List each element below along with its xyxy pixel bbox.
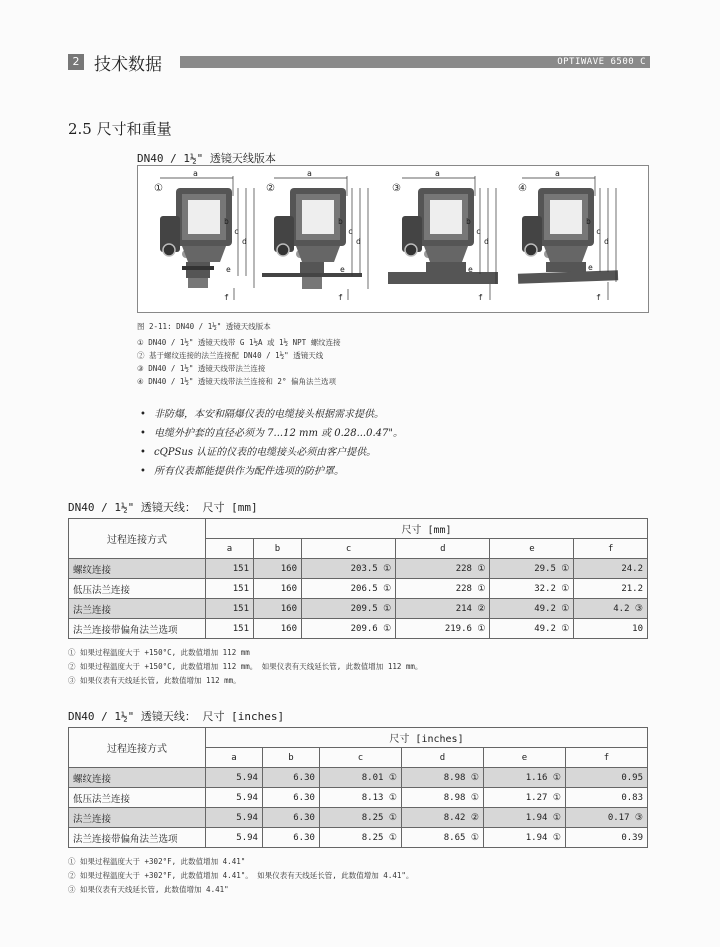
dim-label-f-4: f [596,293,601,302]
table-inches [68,727,648,848]
list-item: • 所有仪表都能提供作为配件选项的防护罩。 [140,466,344,477]
col-e: e [490,539,574,559]
col-d: d [401,748,483,768]
table-row: 低压法兰连接 5.94 6.30 8.13 ① 8.98 ① 1.27 ① 0.83 [69,788,648,808]
dim-label-c-4: c [596,227,601,236]
dim-label-b-2: b [338,217,343,226]
dim-label-f-3: f [478,293,483,302]
dim-label-c-2: c [348,227,353,236]
col-b: b [262,748,319,768]
marker-3: ③ [392,183,401,194]
dim-label-a-3: a [435,169,440,178]
footnote-in-2: ② 如果过程温度大于 +302°F, 此数值增加 4.41"。 如果仪表有天线延长管, 此数值增加 4.41"。 [68,871,414,880]
figure-item-2: ② 基于螺纹连接的法兰连接配 DN40 / 1½" 透镜天线 [137,351,324,360]
col-process: 过程连接方式 [69,728,206,768]
dim-label-e-1: e [226,265,231,274]
chapter-bar [180,56,650,68]
dim-label-a-2: a [307,169,312,178]
col-b: b [254,539,302,559]
footnote-in-3: ③ 如果仪表有天线延长管, 此数值增加 4.41" [68,885,229,894]
dimension-figure [137,165,649,313]
col-f: f [565,748,647,768]
section-title: 2.5 尺寸和重量 [68,120,172,138]
footnote-mm-1: ① 如果过程温度大于 +150°C, 此数值增加 112 mm [68,648,250,657]
table-row: 法兰连接带偏角法兰选项 151 160 209.6 ① 219.6 ① 49.2 ① 10 [69,619,648,639]
bullet-list [140,405,403,481]
dim-label-a-4: a [555,169,560,178]
dim-label-b-3: b [466,217,471,226]
col-c: c [319,748,401,768]
chapter-number: 2 [68,54,84,70]
marker-1: ① [154,183,163,194]
dim-label-b-4: b [586,217,591,226]
table-row: 法兰连接带偏角法兰选项 5.94 6.30 8.25 ① 8.65 ① 1.94 ① 0.39 [69,828,648,848]
footnote-in-1: ① 如果过程温度大于 +302°F, 此数值增加 4.41" [68,857,246,866]
dim-label-d-4: d [604,237,609,246]
marker-4: ④ [518,183,527,194]
list-item: • cQPSus 认证的仪表的电缆接头必须由客户提供。 [140,447,377,458]
figure-item-3: ③ DN40 / 1½" 透镜天线带法兰连接 [137,364,266,373]
figure-item-4: ④ DN40 / 1½" 透镜天线带法兰连接和 2° 偏角法兰选项 [137,377,336,386]
col-a: a [206,748,263,768]
dim-label-d-1: d [242,237,247,246]
dim-label-c-1: c [234,227,239,236]
table-row: 螺纹连接 5.94 6.30 8.01 ① 8.98 ① 1.16 ① 0.95 [69,768,648,788]
col-a: a [206,539,254,559]
table-row: 法兰连接 5.94 6.30 8.25 ① 8.42 ② 1.94 ① 0.17 ③ [69,808,648,828]
dim-label-e-4: e [588,263,593,272]
dim-label-e-2: e [340,265,345,274]
col-c: c [302,539,396,559]
footnote-mm-3: ③ 如果仪表有天线延长管, 此数值增加 112 mm。 [68,676,241,685]
chapter-header [68,53,650,75]
table-in-title: DN40 / 1½" 透镜天线： 尺寸 [inches] [68,710,285,723]
dim-label-f-2: f [338,293,343,302]
marker-2: ② [266,183,275,194]
dimension-drawing [138,166,648,312]
col-f: f [574,539,648,559]
col-e: e [483,748,565,768]
dim-label-d-3: d [484,237,489,246]
col-unit: 尺寸 [mm] [206,519,648,539]
table-mm-title: DN40 / 1½" 透镜天线： 尺寸 [mm] [68,501,258,514]
product-name: OPTIWAVE 6500 C [557,57,646,67]
dim-label-a-1: a [193,169,198,178]
figure-subtitle: DN40 / 1½" 透镜天线版本 [137,152,276,165]
table-row: 螺纹连接 151 160 203.5 ① 228 ① 29.5 ① 24.2 [69,559,648,579]
device-1-drawing [160,188,232,288]
dim-label-c-3: c [476,227,481,236]
dim-label-e-3: e [468,265,473,274]
col-process: 过程连接方式 [69,519,206,559]
col-d: d [396,539,490,559]
table-mm [68,518,648,639]
table-row: 低压法兰连接 151 160 206.5 ① 228 ① 32.2 ① 21.2 [69,579,648,599]
dim-label-d-2: d [356,237,361,246]
device-4-drawing [518,188,618,284]
footnote-mm-2: ② 如果过程温度大于 +150°C, 此数值增加 112 mm。 如果仪表有天线延长管, 此数值增加 112 mm。 [68,662,423,671]
dim-label-b-1: b [224,217,229,226]
list-item: • 非防爆，本安和隔爆仪表的电缆接头根据需求提供。 [140,409,384,420]
device-2-drawing [262,188,362,289]
dim-label-f-1: f [224,293,229,302]
table-row: 法兰连接 151 160 209.5 ① 214 ② 49.2 ① 4.2 ③ [69,599,648,619]
col-unit: 尺寸 [inches] [206,728,648,748]
figure-item-1: ① DN40 / 1½" 透镜天线带 G 1½A 或 1½ NPT 螺纹连接 [137,338,341,347]
list-item: • 电缆外护套的直径必须为 7...12 mm 或 0.28...0.47"。 [140,428,403,439]
figure-caption: 图 2-11: DN40 / 1½" 透镜天线版本 [137,322,271,331]
chapter-title: 技术数据 [94,55,162,75]
device-3-drawing [388,188,498,284]
